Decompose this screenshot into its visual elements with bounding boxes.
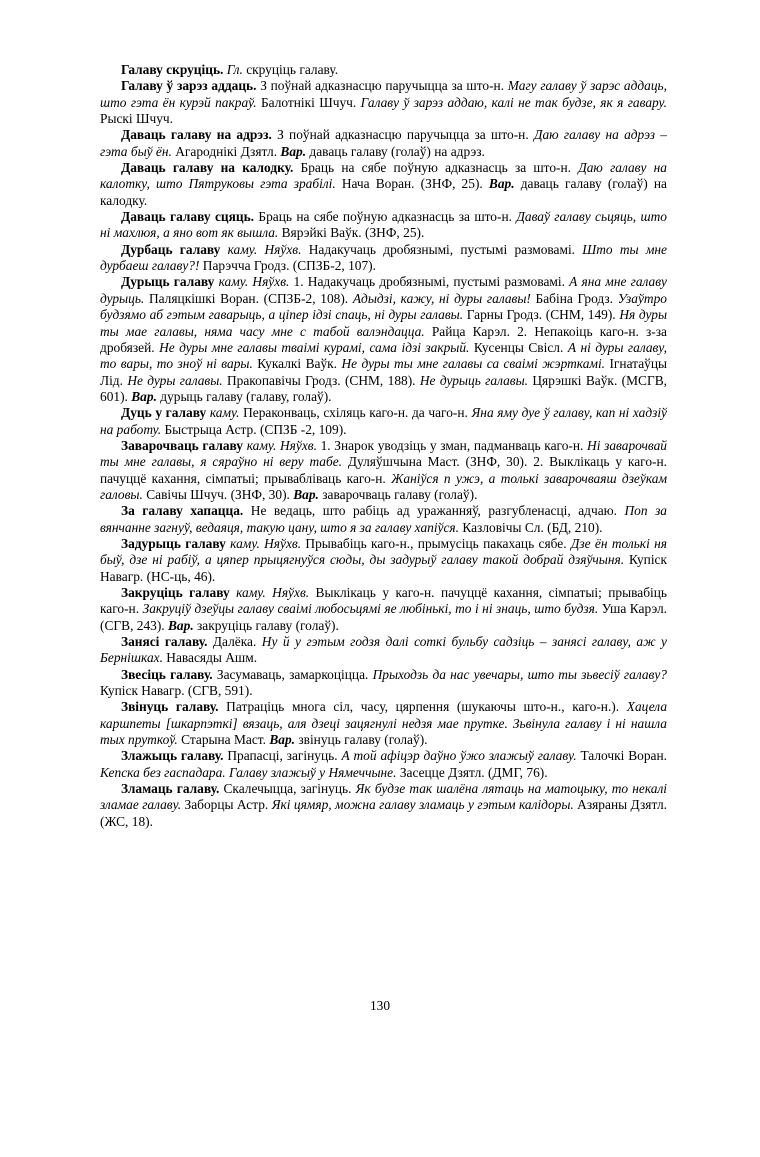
entry-example: Яна яму дуе ў галаву, кап ні хадзіў на работу. [100,405,668,437]
entry-example: Што ты мне дурбаеш галаву?! [100,241,667,274]
dictionary-entry [100,78,667,127]
entry-variant-marker: Вар. [168,617,194,633]
dictionary-entry [100,438,667,503]
dictionary-entry [100,62,667,78]
entry-definition: Бабіна Гродз. [530,290,618,306]
entry-headword: Звесіць галаву. [121,666,213,682]
entry-definition: Надакучаць дробязнымі, пустымі размовамі. [301,241,583,257]
entry-definition: Рыскі Шчуч. [100,111,173,127]
entry-headword: Закруціць галаву [121,585,230,600]
entry-example: Адыдзі, кажу, ні дуры галавы! [352,290,531,306]
entry-example: каму. Няўхв. [225,535,302,551]
dictionary-entry [100,209,667,242]
entry-definition: скруціць галаву. [242,62,339,77]
entry-definition: Талочкі Воран. [576,748,667,764]
dictionary-entry [100,667,667,700]
entry-headword: Дурбаць галаву [121,241,221,257]
entry-definition: Купіск Навагр. (СГВ, 591). [100,683,253,699]
entry-definition: звінуць галаву (голаў). [294,732,428,748]
entry-definition: Старына Маст. [177,732,270,748]
entry-definition: даваць галаву (голаў) на адрэз. [306,143,485,159]
entry-example: Не дуры галавы. [127,372,223,388]
entry-example: А ні дуры галаву, то вары, то зноў ні вары. [100,339,667,372]
entry-definition: Балотнікі Шчуч. [256,94,361,110]
entry-headword: Зламаць галаву. [121,781,220,797]
entry-example: Даю галаву на калотку, што Пятруковы гэта зрабілі. [100,160,667,192]
entry-example: Хацела каршпеты [шкарпэткі] вязаць, аля дзеці зацягнулі недзя мае прутке. Зьвінула галаву і ні нашла тых пруткоў. [100,699,668,748]
entry-example: Не дуры ты мне галавы са сваімі жэрткамі. [341,356,606,372]
entry-definition: Скалечыцца, загінуць. [219,781,356,797]
entry-definition: Паляцкішкі Воран. (СПЗБ-2, 108). [144,290,353,306]
entry-definition: Выклікаць у каго-н. пачуццё кахання, сімпатыі; прывабіць каго-н. [100,585,667,617]
entry-headword: Галаву ў зарэз аддаць. [121,78,257,94]
entry-headword: Занясі галаву. [121,634,208,650]
entry-variant-marker: Вар. [488,176,515,192]
entry-definition: Нача Воран. (ЗНФ, 25). [335,176,489,192]
entry-definition: Казловічы Сл. (БД, 210). [459,519,603,535]
entry-definition: Агароднікі Дзятл. [171,143,281,159]
entry-example: Жаніўся п ужэ, а толькі заварочваяш дзеўкам галовы. [100,470,667,502]
entry-definition: закруціць галаву (голаў). [193,617,339,633]
entry-example: Даваў галаву сьцяць, што ні махлюя, а яно вот як вышла. [100,209,668,241]
entry-example: Ну й у гэтым годзя далі соткі бульбу садзіць – занясі галаву, аж у Бернішках. [100,634,667,666]
entry-definition: Навасяды Ашм. [162,650,258,666]
entry-example: А той афіцэр даўно ўжо злажыў галаву. [341,748,577,764]
entry-example: Поп за вянчанне загнуў, ведаяця, такую цану, што я за галаву хапіўся. [100,503,667,535]
entry-example: А яна мне галаву дурыць. [100,274,668,306]
entry-example: каму. [206,405,240,421]
entry-example: Магу галаву ў зарэс аддаць, што гэта ён курэй пакраў. [100,78,667,110]
entry-definition: Уша Карэл. (СГВ, 243). [100,601,668,633]
entry-definition: Гарны Гродз. (СНМ, 149). [463,307,620,323]
dictionary-entry [100,634,667,667]
entry-definition: Купіск Навагр. (НС-ць, 46). [100,552,667,584]
entry-headword: Дуць у галаву [121,405,207,421]
page-number: 130 [369,998,391,1013]
dictionary-entry [100,274,667,405]
entry-headword: Даваць галаву сцяць. [121,209,255,225]
entry-definition: Вярэйкі Ваўк. (ЗНФ, 25). [278,225,425,241]
entry-example: каму. Няўхв. [220,241,302,257]
entry-headword: Заварочваць галаву [121,437,244,453]
entry-example: Гл. [223,62,243,77]
entry-definition: Цярэшкі Ваўк. (МСГВ, 601). [100,372,667,404]
entry-definition: дурыць галаву (галаву, голаў). [156,388,332,404]
entry-headword: За галаву хапацца. [121,503,244,519]
entry-definition: заварочваць галаву (голаў). [318,486,478,502]
entry-definition: Патраціць многа сіл, часу, цярпення (шукаючы што-н., каго-н.). [218,699,627,715]
entry-definition: Пракопавічы Гродз. (СНМ, 188). [222,372,420,388]
entry-example: Не дуры мне галавы тваімі курамі, сама ідзі закрый. [159,339,470,355]
entry-definition: 1. Знарок уводзіць у зман, падманваць каго-н. [316,437,588,453]
entry-example: Які цямяр, можна галаву зламаць у гэтым калідоры. [271,797,574,813]
entry-definition: Засумаваць, замаркоціцца. [212,666,373,682]
entry-example: Прыходзь да нас увечары, што ты зьвесіў галаву? [372,666,667,682]
entry-definition: З поўнай адказнасцю паручыцца за што-н. [256,78,508,94]
entry-definition: Дуляўшчына Маст. (ЗНФ, 30). 2. Выклікаць у каго-н. пачуццё кахання, сімпатыі; прывабліваць каго-н. [100,454,667,486]
entry-example: Дзе ён толькі ня быў, дзе ні рабіў, а цяпер прыцягнуўся сюды, ды задурыў галаву такой добрай дзяўчыня. [100,535,667,568]
entry-example: Ня дуры ты мае галавы, няма часу мне с табой валэндацца. [100,307,668,339]
entry-variant-marker: Вар. [269,732,295,748]
dictionary-entry [100,748,667,781]
entry-definition: Савічы Шчуч. (ЗНФ, 30). [142,486,294,502]
text-column [100,62,667,830]
entry-definition: Прывабіць каго-н., прымусіць пакахаць сябе. [301,535,571,551]
entry-headword: Задурыць галаву [121,535,226,551]
dictionary-entry [100,781,667,830]
dictionary-entry [100,536,667,585]
dictionary-entry [100,503,667,536]
entry-definition: 1. Надакучаць дробязнымі, пустымі размовамі. [289,274,570,290]
dictionary-entry [100,127,667,160]
entry-variant-marker: Вар. [293,486,319,502]
entry-headword: Звінуць галаву. [121,699,219,715]
entry-definition: Далёка. [207,634,262,650]
entry-definition: Браць на сябе поўную адказнасць за што-н. [254,209,517,225]
entry-example: каму. Няўхв. [243,437,317,453]
dictionary-entry [100,405,667,438]
entry-example: Як будзе так шалёна лятаць на матоцыку, то некалі зламае галаву. [100,781,667,813]
entry-definition: Ігнатаўцы Лід. [100,356,667,388]
dictionary-entry [100,160,667,209]
entry-definition: Быстрыца Астр. (СПЗБ -2, 109). [161,421,347,437]
entry-definition: Парэчча Гродз. (СПЗБ-2, 107). [199,258,376,274]
entry-definition: Азяраны Дзятл. (ЖС, 18). [100,797,667,829]
entry-headword: Злажыць галаву. [121,748,224,764]
dictionary-entry [100,585,667,634]
entry-variant-marker: Вар. [280,143,307,159]
entry-example: каму. Няўхв. [229,585,310,600]
dictionary-entry [100,242,667,275]
entry-example: Узаўтро будзямо аб гэтым гаварыць, а ціпер ідзі спаць, ні дуры галавы. [100,290,667,323]
entry-example: Ні заварочвай ты мне галавы, я сяраўно ні веру табе. [100,437,667,470]
entry-example: Закруціў дзеўцы галаву сваімі любосьцямі яе любінькі, то і ні знаць, што будзя. [142,601,599,617]
entry-definition: Прапасці, загінуць. [223,748,342,764]
entry-definition: Пераконваць, схіляць каго-н. да чаго-н. [239,405,472,421]
entry-definition: З поўнай адказнасцю паручыцца за што-н. [271,127,534,143]
dictionary-entry [100,699,667,748]
entry-definition: Заборцы Астр. [181,797,272,813]
entry-definition: Засецце Дзятл. (ДМГ, 76). [396,764,548,780]
entry-definition: Кукалкі Ваўк. [252,356,342,372]
entry-example: Кепска без гаспадара. Галаву злажыў у Нямеччыне. [100,764,397,780]
entry-definition: Кусенцы Свісл. [469,339,568,355]
entry-headword: Дурыць галаву [121,274,215,290]
entry-definition: Не ведаць, што рабіць ад уражанняў, разгубленасці, адчаю. [243,503,625,519]
entry-definition: даваць галаву (голаў) на калодку. [100,176,667,208]
entry-definition: Браць на сябе поўную адказнасць за што-н. [293,160,579,176]
entry-headword: Даваць галаву на адрэз. [121,127,272,143]
entry-variant-marker: Вар. [131,388,157,404]
entry-example: каму. Няўхв. [214,274,290,290]
entry-example: Даю галаву на адрэз – гэта быў ён. [100,127,667,159]
entry-headword: Галаву скруціць. [121,62,224,77]
entry-definition: Райца Карэл. 2. Непакоіць каго-н. з-за дробязей. [100,323,667,355]
entry-example: Не дурыць галавы. [419,372,528,388]
entry-example: Галаву ў зарэз аддаю, калі не так будзе, як я гавару. [360,94,667,110]
entry-headword: Даваць галаву на калодку. [121,160,294,176]
